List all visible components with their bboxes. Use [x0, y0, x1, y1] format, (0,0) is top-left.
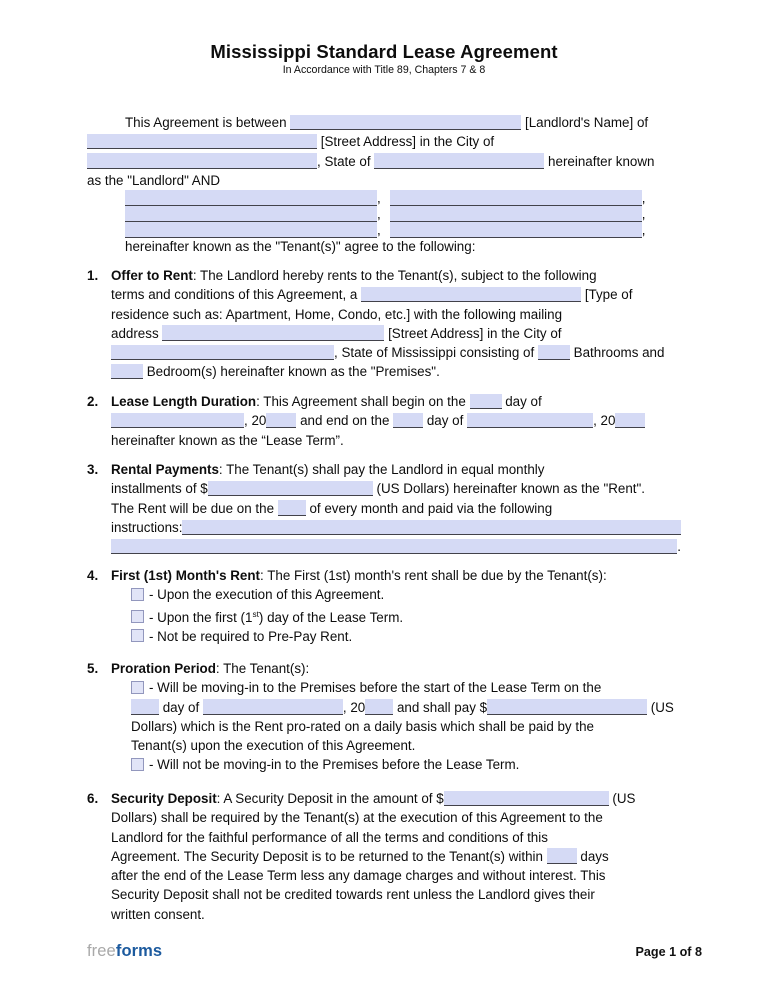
intro-text: hereinafter known	[544, 153, 655, 169]
body-line	[131, 736, 681, 755]
intro-paragraph	[87, 113, 681, 257]
landlord-name-field[interactable]	[290, 115, 521, 131]
bedrooms-field[interactable]	[111, 364, 143, 380]
section-security-deposit	[87, 789, 681, 924]
body-text: : The Tenant(s) shall pay the Landlord in equal monthly	[218, 462, 545, 477]
checkbox-label: - Upon the first (1	[149, 609, 253, 625]
page-subtitle: In Accordance with Title 89, Chapters 7 & 8	[282, 64, 486, 76]
body-text: Security Deposit shall not be credited towards rent unless the Landlord gives their	[111, 887, 595, 903]
body-text: [Street Address] in the City of	[384, 325, 562, 341]
body-line	[111, 343, 681, 362]
start-year-field[interactable]	[266, 413, 296, 429]
checkbox-upon-first-day[interactable]	[131, 610, 144, 623]
section-offer-to-rent	[87, 266, 681, 382]
premises-city-field[interactable]	[111, 345, 334, 361]
body-line	[111, 808, 681, 827]
comma: ,	[377, 206, 381, 222]
checkbox-label: - Not be required to Pre-Pay Rent.	[149, 628, 353, 644]
body-text: Bathrooms and	[569, 345, 665, 361]
body-text: (US	[608, 791, 636, 806]
body-text: day of	[501, 394, 542, 409]
section-title: Offer to Rent	[111, 268, 193, 283]
section-title: First (1st) Month's Rent	[111, 568, 260, 583]
section-number: 4.	[87, 568, 99, 583]
body-line	[111, 518, 681, 537]
body-text: hereinafter known as the “Lease Term”.	[111, 432, 344, 448]
body-text: day of	[159, 699, 203, 715]
section-lease-length	[87, 392, 681, 450]
body-line	[111, 885, 681, 904]
body-line	[111, 305, 681, 324]
proration-month-field[interactable]	[203, 699, 343, 715]
intro-text: [Street Address] in the City of	[317, 134, 495, 150]
intro-text: , State of	[317, 153, 375, 169]
intro-line	[87, 171, 681, 190]
comma: ,	[377, 222, 381, 238]
body-line	[111, 266, 681, 285]
body-text: Agreement. The Security Deposit is to be returned to the Tenant(s) within	[111, 848, 547, 864]
security-deposit-amount-field[interactable]	[444, 791, 609, 807]
body-text: Landlord for the faithful performance of all the terms and conditions of this	[111, 829, 548, 845]
body-line	[111, 431, 681, 450]
rent-amount-field[interactable]	[208, 481, 373, 497]
body-text: , 20	[244, 413, 267, 429]
intro-line	[87, 132, 681, 151]
body-line	[111, 460, 681, 479]
premises-street-field[interactable]	[162, 325, 384, 341]
residence-type-field[interactable]	[361, 287, 581, 303]
checkbox-label: - Upon the execution of this Agreement.	[149, 587, 385, 603]
intro-text: This Agreement is between	[125, 115, 291, 130]
checkbox-not-moving-in[interactable]	[131, 758, 144, 771]
checkbox-option	[131, 605, 681, 627]
tenant-name-row	[125, 206, 681, 222]
body-line	[111, 828, 681, 847]
payment-instructions-field-1[interactable]	[182, 520, 681, 536]
body-line	[111, 537, 681, 556]
section-first-months-rent	[87, 566, 681, 646]
end-year-field[interactable]	[615, 413, 645, 429]
checkbox-label: - Will not be moving-in to the Premises before the Lease Term.	[149, 757, 520, 773]
body-text: after the end of the Lease Term less any damage charges and without interest. This	[111, 868, 606, 884]
body-text: , 20	[593, 413, 616, 429]
landlord-city-field[interactable]	[87, 153, 317, 169]
body-text: installments of $	[111, 481, 208, 497]
page-footer	[87, 942, 702, 961]
body-line	[111, 566, 681, 585]
comma: ,	[641, 206, 646, 222]
checkbox-option	[131, 755, 681, 774]
body-line	[111, 411, 681, 430]
section-proration-period	[87, 659, 681, 775]
body-text: Dollars) shall be required by the Tenant(s) at the execution of this Agreement to the	[111, 810, 603, 826]
comma: ,	[641, 222, 646, 238]
start-month-field[interactable]	[111, 413, 244, 429]
proration-day-field[interactable]	[131, 699, 159, 715]
landlord-state-field[interactable]	[374, 153, 544, 169]
start-day-field[interactable]	[470, 394, 502, 410]
body-text: address	[111, 325, 163, 341]
body-text: days	[576, 848, 609, 864]
body-text: : The First (1st) month's rent shall be due by the Tenant(s):	[260, 568, 607, 583]
body-text: , State of Mississippi consisting of	[334, 345, 538, 361]
body-line	[131, 698, 681, 717]
body-line	[131, 717, 681, 736]
brand-free-text: free	[87, 942, 116, 960]
tenant-name-field[interactable]	[125, 222, 377, 238]
body-text: The Rent will be due on the	[111, 500, 278, 516]
body-text: instructions:	[111, 519, 183, 535]
body-text: (US Dollars) hereinafter known as the "Rent".	[372, 481, 645, 497]
bathrooms-field[interactable]	[538, 345, 570, 361]
intro-line	[87, 152, 681, 171]
section-number: 1.	[87, 268, 99, 283]
body-text: terms and conditions of this Agreement, a	[111, 287, 362, 303]
body-text: written consent.	[111, 906, 205, 922]
deposit-return-days-field[interactable]	[547, 848, 577, 864]
body-text: : The Landlord hereby rents to the Tenant(s), subject to the following	[192, 268, 597, 283]
intro-text: [Landlord's Name] of	[521, 115, 649, 130]
body-text: and shall pay $	[393, 699, 488, 715]
body-line	[111, 847, 681, 866]
proration-year-field[interactable]	[365, 699, 393, 715]
tenant-name-field[interactable]	[390, 206, 642, 222]
superscript: st	[252, 608, 259, 619]
body-line	[111, 866, 681, 885]
checkbox-label: - Will be moving-in to the Premises before the start of the Lease Term on the	[149, 680, 602, 696]
body-text: residence such as: Apartment, Home, Condo, etc.] with the following mailing	[111, 306, 563, 322]
comma: ,	[377, 190, 381, 206]
body-line	[111, 905, 681, 924]
body-line	[111, 324, 681, 343]
end-month-field[interactable]	[467, 413, 593, 429]
section-title: Security Deposit	[111, 791, 217, 806]
body-line	[111, 392, 681, 411]
checkbox-moving-in[interactable]	[131, 681, 144, 694]
body-text: (US	[647, 699, 674, 715]
body-text: and end on the	[296, 413, 394, 429]
intro-text: as the "Landlord" AND	[87, 172, 221, 188]
end-day-field[interactable]	[393, 413, 423, 429]
body-text: , 20	[342, 699, 366, 715]
body-text: of every month and paid via the following	[305, 500, 553, 516]
body-text: Bedroom(s) hereinafter known as the "Premises".	[143, 364, 440, 380]
body-line	[111, 789, 681, 808]
intro-text: hereinafter known as the "Tenant(s)" agree to the following:	[125, 239, 476, 255]
body-text: : The Tenant(s):	[215, 661, 310, 676]
body-text: day of	[423, 413, 468, 429]
page-title: Mississippi Standard Lease Agreement	[210, 41, 558, 62]
body-text: Dollars) which is the Rent pro-rated on a daily basis which shall be paid by the	[131, 718, 594, 734]
tenant-name-field[interactable]	[390, 222, 642, 238]
checkbox-option	[131, 585, 681, 604]
intro-line	[125, 113, 681, 132]
document-header	[0, 41, 768, 76]
section-number: 5.	[87, 661, 99, 676]
section-number: 6.	[87, 791, 99, 806]
checkbox-no-prepay[interactable]	[131, 629, 144, 642]
checkbox-label: ) day of the Lease Term.	[258, 609, 404, 625]
period: .	[677, 539, 681, 555]
body-text: [Type of	[581, 287, 633, 303]
body-text: : This Agreement shall begin on the	[256, 394, 470, 409]
body-line	[111, 659, 681, 678]
body-line	[111, 362, 681, 381]
section-number: 2.	[87, 394, 99, 409]
tenant-name-field[interactable]	[390, 190, 642, 206]
intro-line	[125, 237, 681, 256]
section-title: Rental Payments	[111, 462, 219, 477]
brand-forms-text: forms	[115, 942, 163, 960]
section-title: Proration Period	[111, 661, 216, 676]
tenant-name-row	[125, 222, 681, 238]
body-text: : A Security Deposit in the amount of $	[216, 791, 444, 806]
proration-amount-field[interactable]	[487, 699, 647, 715]
payment-instructions-field-2[interactable]	[111, 539, 677, 555]
page-number: Page 1 of 8	[635, 945, 702, 959]
rent-due-day-field[interactable]	[278, 500, 306, 516]
body-text: Tenant(s) upon the execution of this Agreement.	[131, 738, 416, 754]
section-title: Lease Length Duration	[111, 394, 257, 409]
section-number: 3.	[87, 462, 99, 477]
section-rental-payments	[87, 460, 681, 556]
landlord-street-field[interactable]	[87, 134, 317, 150]
tenant-name-field[interactable]	[125, 190, 377, 206]
body-line	[111, 479, 681, 498]
checkbox-option	[131, 627, 681, 646]
body-line	[111, 499, 681, 518]
tenant-name-field[interactable]	[125, 206, 377, 222]
body-line	[111, 285, 681, 304]
comma: ,	[641, 190, 646, 206]
checkbox-upon-execution[interactable]	[131, 588, 144, 601]
freeforms-logo[interactable]	[87, 942, 162, 961]
checkbox-option	[131, 678, 681, 697]
tenant-name-row	[125, 190, 681, 206]
